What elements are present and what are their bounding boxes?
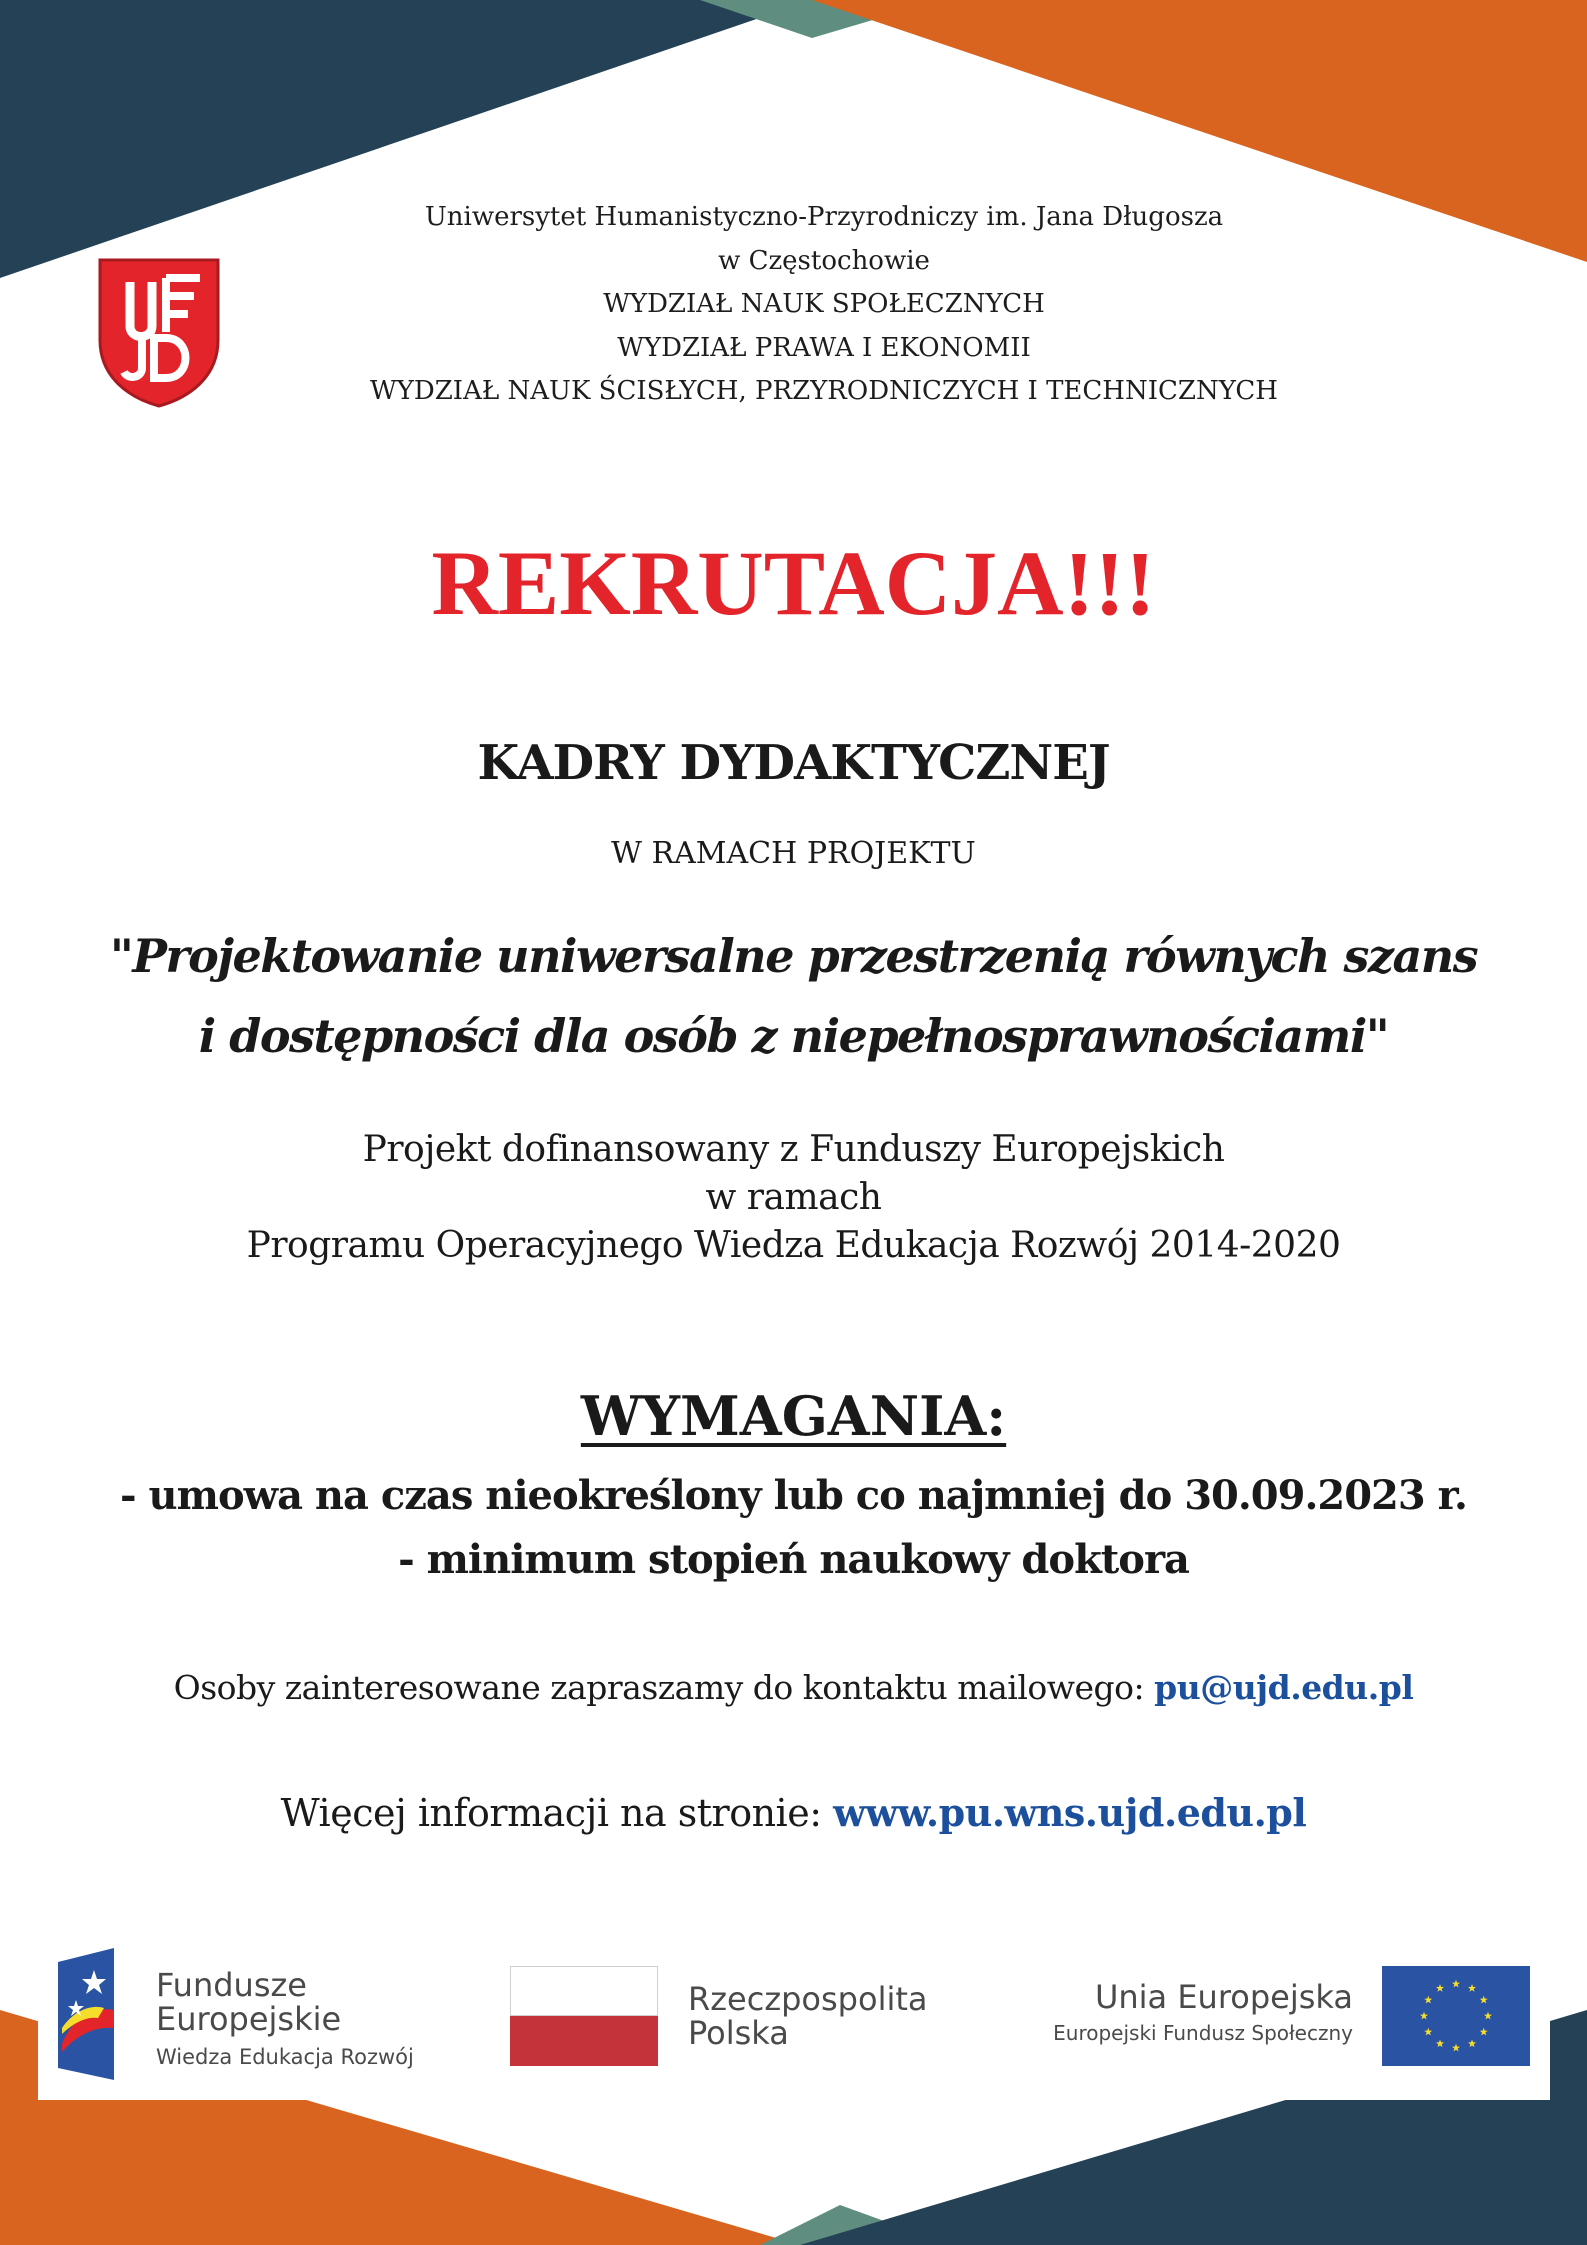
funding-line-1: Projekt dofinansowany z Funduszy Europejskich bbox=[362, 1129, 1225, 1170]
project-name bbox=[0, 916, 1587, 1076]
fundusze-europejskie-icon bbox=[58, 1948, 114, 2080]
requirements-heading: WYMAGANIA: bbox=[580, 1384, 1007, 1448]
funding-line-2: w ramach bbox=[705, 1177, 882, 1218]
rzeczpospolita-polska-logo-text bbox=[688, 1982, 928, 2050]
requirement-item: - minimum stopień naukowy doktora bbox=[398, 1536, 1189, 1583]
university-city: w Częstochowie bbox=[718, 245, 930, 276]
contact-line bbox=[0, 1668, 1587, 1707]
funding-info bbox=[0, 1126, 1587, 1270]
faculty-exact-sciences: WYDZIAŁ NAUK ŚCISŁYCH, PRZYRODNICZYCH I TECHNICZNYCH bbox=[370, 376, 1278, 406]
requirement-item: - umowa na czas nieokreślony lub co najmniej do 30.09.2023 r. bbox=[120, 1472, 1467, 1519]
faculty-social-sciences: WYDZIAŁ NAUK SPOŁECZNYCH bbox=[603, 289, 1045, 319]
project-name-line-1: "Projektowanie uniwersalne przestrzenią równych szans bbox=[109, 929, 1478, 983]
university-header bbox=[330, 196, 1318, 414]
ujd-crest-logo-icon bbox=[96, 256, 222, 408]
faculty-law-economics: WYDZIAŁ PRAWA I EKONOMII bbox=[617, 332, 1031, 363]
requirements-list bbox=[0, 1464, 1587, 1592]
eu-line-2: Europejski Fundusz Społeczny bbox=[1053, 2021, 1353, 2045]
fe-line-3: Wiedza Edukacja Rozwój bbox=[156, 2045, 414, 2069]
page-title: REKRUTACJA!!! bbox=[431, 532, 1156, 634]
eu-flag-icon bbox=[1382, 1966, 1530, 2066]
more-info-text: Więcej informacji na stronie: bbox=[280, 1791, 834, 1835]
pl-line-1: Rzeczpospolita bbox=[688, 1980, 928, 2018]
contact-email-link[interactable]: pu@ujd.edu.pl bbox=[1154, 1668, 1414, 1707]
contact-text: Osoby zainteresowane zapraszamy do kontaktu mailowego: bbox=[173, 1668, 1155, 1707]
pl-line-2: Polska bbox=[688, 2014, 789, 2052]
eu-line-1: Unia Europejska bbox=[1094, 1978, 1353, 2016]
unia-europejska-logo-text bbox=[1003, 1978, 1353, 2050]
website-link[interactable]: www.pu.wns.ujd.edu.pl bbox=[833, 1790, 1307, 1835]
project-intro: W RAMACH PROJEKTU bbox=[611, 836, 976, 871]
subtitle: KADRY DYDAKTYCZNEJ bbox=[477, 735, 1110, 791]
fe-line-1: Fundusze bbox=[156, 1966, 307, 2004]
funding-line-3: Programu Operacyjnego Wiedza Edukacja Rozwój 2014-2020 bbox=[246, 1225, 1341, 1266]
project-name-line-2: i dostępności dla osób z niepełnosprawnościami" bbox=[198, 1009, 1389, 1063]
fe-line-2: Europejskie bbox=[156, 2000, 342, 2038]
polish-flag-icon bbox=[510, 1966, 658, 2066]
fundusze-europejskie-logo-text bbox=[156, 1968, 414, 2074]
university-name: Uniwersytet Humanistyczno-Przyrodniczy im. Jana Długosza bbox=[424, 202, 1224, 232]
footer-logos-bar bbox=[38, 1930, 1550, 2100]
more-info-line bbox=[0, 1790, 1587, 1835]
